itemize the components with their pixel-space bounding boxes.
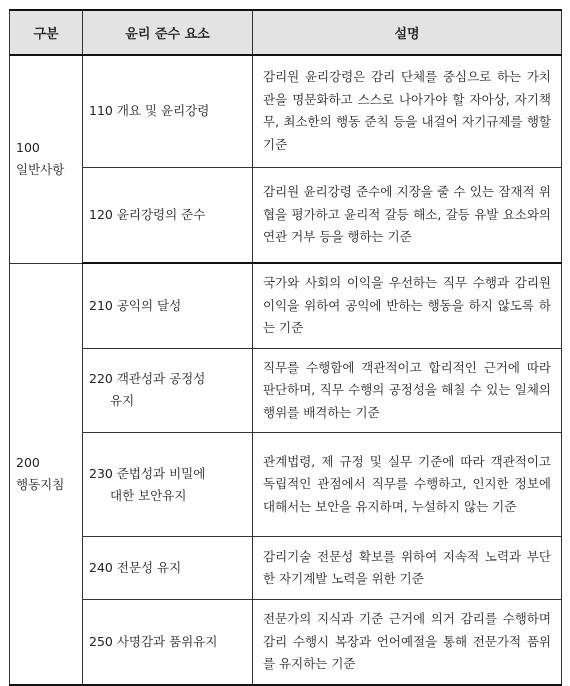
element-cell: 120 윤리강령의 준수 bbox=[83, 167, 253, 263]
table-row bbox=[10, 167, 562, 263]
element-cell: 110 개요 및 윤리강령 bbox=[83, 55, 253, 167]
element-cell: 210 공익의 달성 bbox=[83, 263, 253, 348]
element-line-1: 220 객관성과 공정성 bbox=[89, 371, 206, 387]
table-row bbox=[10, 433, 562, 537]
element-line-2: 유지 bbox=[110, 393, 135, 409]
element-cell: 240 전문성 유지 bbox=[83, 537, 253, 600]
element-cell: 250 사명감과 품위유지 bbox=[83, 600, 253, 685]
description-cell: 감리기술 전문성 확보를 위하여 지속적 노력과 부단한 자기계발 노력을 위한 기준 bbox=[253, 537, 562, 600]
table-header-row bbox=[10, 10, 562, 55]
description-cell: 직무를 수행함에 객관적이고 합리적인 근거에 따라 판단하며, 직무 수행의 공정성을 해칠 수 있는 일체의 행위를 배격하는 기준 bbox=[253, 348, 562, 433]
category-name: 행동지침 bbox=[16, 476, 65, 492]
element-cell bbox=[83, 433, 253, 537]
category-code: 100 bbox=[16, 140, 40, 156]
table-row bbox=[10, 348, 562, 433]
description-cell: 관계법령, 제 규정 및 실무 기준에 따라 객관적이고 독립적인 관점에서 직무를 수행하고, 인지한 정보에 대해서는 보안을 유지하며, 누설하지 않는 기준 bbox=[253, 433, 562, 537]
description-cell: 감리원 윤리강령은 감리 단체를 중심으로 하는 가치관을 명문화하고 스스로 나아가야 할 자아상, 자기책무, 최소한의 행동 준칙 등을 내걸어 자기규제를 행할 기준 bbox=[253, 55, 562, 167]
category-code: 200 bbox=[16, 454, 40, 470]
header-element: 윤리 준수 요소 bbox=[83, 10, 253, 55]
header-category: 구분 bbox=[10, 10, 83, 55]
description-cell: 감리원 윤리강령 준수에 지장을 줄 수 있는 잠재적 위협을 평가하고 윤리적 갈등 해소, 갈등 유발 요소와의 연관 거부 등을 행하는 기준 bbox=[253, 167, 562, 263]
table-row bbox=[10, 55, 562, 167]
table-row bbox=[10, 600, 562, 685]
header-description: 설명 bbox=[253, 10, 562, 55]
table-row bbox=[10, 537, 562, 600]
element-line-2: 대한 보안유지 bbox=[110, 487, 187, 503]
category-cell-200 bbox=[10, 263, 83, 685]
description-cell: 전문가의 지식과 기준 근거에 의거 감리를 수행하며 감리 수행시 복장과 언어예절을 통해 전문가적 품위를 유지하는 기준 bbox=[253, 600, 562, 685]
table-row bbox=[10, 263, 562, 348]
ethics-table-container bbox=[9, 9, 561, 686]
element-line-1: 230 준법성과 비밀에 bbox=[89, 465, 206, 481]
description-cell: 국가와 사회의 이익을 우선하는 직무 수행과 감리원 이익을 위하여 공익에 반하는 행동을 하지 않도록 하는 기준 bbox=[253, 263, 562, 348]
category-cell-100 bbox=[10, 55, 83, 263]
ethics-table bbox=[9, 9, 562, 686]
element-cell bbox=[83, 348, 253, 433]
category-name: 일반사항 bbox=[16, 162, 65, 178]
